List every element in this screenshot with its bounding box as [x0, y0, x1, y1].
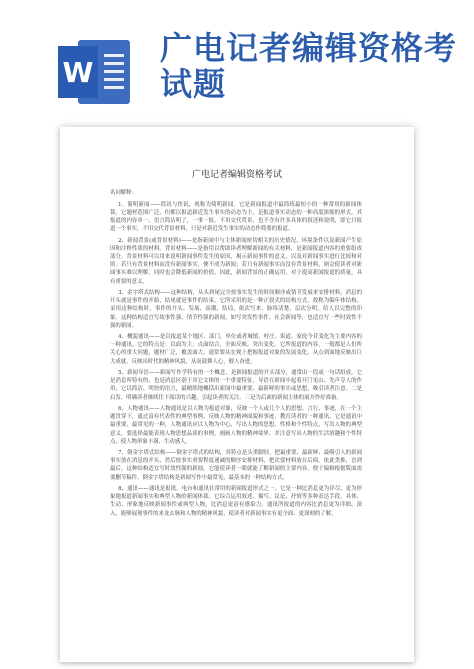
paragraph: 7、倒金字塔式结构——倒金字塔式的结构，其特点是头重脚轻，把最重要、最新鲜、最吸引人的新闻事实放在消息的开头，然后按事实重要程度递减的顺序安排材料，把次要材料放在后面，依此类推，直到最后。这种结构适宜写时效性强的新闻，它能使读者一眼就能了解新闻的主要内容，便于编辑根据版面需要删节稿件。倒金字塔结构是新闻写作中最常见、最基本的一种结构方式。: [110, 450, 362, 481]
section-label: 名词解释：: [110, 190, 137, 196]
header: [0, 0, 474, 120]
paragraph: 5、新闻导语——新闻写作学特有的一个概念，是新闻报道的开头部分，通常由一段或一句话组成，它是消息所特有的，也是消息区别于其它文体的一个重要特征。导语在新闻中起着开门见山、先声夺人的作用，它以简洁、明快的语言，最精练地概括出新闻中最重要、最新鲜的事实或思想，吸引读者注意。二是启发、明确读者继续往下阅读的兴趣，引起读者的关注。三是为后面的新闻主体的展开作好准备。: [110, 370, 362, 401]
word-icon: [58, 34, 132, 108]
page-title: 广电记者编辑资格考试题: [160, 29, 458, 103]
document-title: 广电记者编辑资格考试: [191, 170, 282, 180]
document-page: [60, 127, 414, 662]
paragraph: 8、通讯——通讯是报纸、电台和通讯社常用的新闻报道形式之一。它是一种比消息更为详尽、更为形象地报道新闻事实和典型人物的新闻体裁。它综合运用叙述、描写、议论、抒情等多种表达手段，具体、生动、形象地反映新闻事件或典型人物，比消息更富有感染力。通讯所报道的内容比消息更为详细、深入，能够展现事件的来龙去脉和人物的精神风貌，使读者对新闻事实有更全面、更深刻的了解。: [110, 486, 362, 517]
paragraph: 6、人物通讯——人物通讯是以人物为报道对象，反映一个人或几个人的思想、言行、事迹，在一个主题贯穿下，通过富有代表性的典型事例，反映人物的精神面貌和事迹，教育读者的一种通讯。它是通讯中最重要、最常见的一种，人物通讯应以人物为中心，写出人物的思想、性格和个性特点，写出人物的典型意义。要选择最能表现人物思想品质的事例，刻画人物的精神境界，并注意写出人物的生活情趣和个性特点，使人物形象丰满、生动感人。: [110, 406, 362, 445]
paragraph: 1、简明新闻——简讯与快讯，现称为简明新闻。它是新闻报道中最简练最短小的一种常用的新闻体裁。它题材范围广泛，但都以报道新近发生事实的动态为主，是报道事实动态的一种高度浓缩的形式，其报道的内容单一，语言简洁明了，一事一报，不用交代背景，也不含有许多具体的叙述和说明，即它只报道一个事实，不用交代背景材料，只是对新近发生事实的动态作简要的报道。: [110, 202, 362, 233]
word-icon-line: [104, 62, 124, 65]
word-icon-line: [104, 78, 124, 81]
paragraph: 2、新闻背景(或背景材料)——是指新闻中与主体新闻密切相关的历史情况、环境条件以及新闻产生原因和注释性质的材料。背景材料——是指用以帮助读者理解新闻的有关材料，是新闻报道内容的重要组成部分。背景材料可以用来说明新闻事件发生的原因，揭示新闻事件的意义，以及对新闻事实进行比较和对照。若只有背景材料而没有新闻事实，便不成为新闻；若只有新闻事实而没有背景材料，则会使读者对新闻事实难以理解，同时也会降低新闻的价值。因此，新闻背景的正确运用，对于提高新闻报道的质量，具有重要的意义。: [110, 238, 362, 285]
document-body: [110, 189, 362, 521]
paragraph: 3、金字塔式结构——这种结构，从头到尾完全按事实发生的时间顺序或情节发展来安排材料，消息的开头就是事件的开始，结尾就是事件的结束。它所采用的是一种正叙式的结构方式，故称为编年体结构。采用这种结构时，事件的开头、发展、高潮、结局，依次写来，脉络清楚，层次分明，给人以完整的印象。这种结构适宜写故事性强、情节性强的新闻，如写突发性事件、社会新闻等，也适宜写一些时效性不强的新闻。: [110, 290, 362, 329]
word-icon-line: [104, 70, 124, 73]
word-icon-letter: W: [62, 55, 94, 89]
word-icon-line: [104, 86, 124, 89]
word-icon-badge: [58, 46, 98, 98]
word-icon-line: [104, 54, 124, 57]
paragraph: 4、概貌通讯——是以报道某个地区、部门、单位或者城镇、村庄、街道、家庭今昔变化为主要内容的一种通讯。它的特点是：以面为主，点面结合，全面反映，突出变化。它所报道的内容，一般都是人们所关心的重大问题，题材广泛，覆盖面大，通常要从宏观上把握报道对象的发展变化，从点到面地反映出巨大成就，反映出时代的精神风貌，从而鼓舞人心，催人奋进。: [110, 334, 362, 365]
